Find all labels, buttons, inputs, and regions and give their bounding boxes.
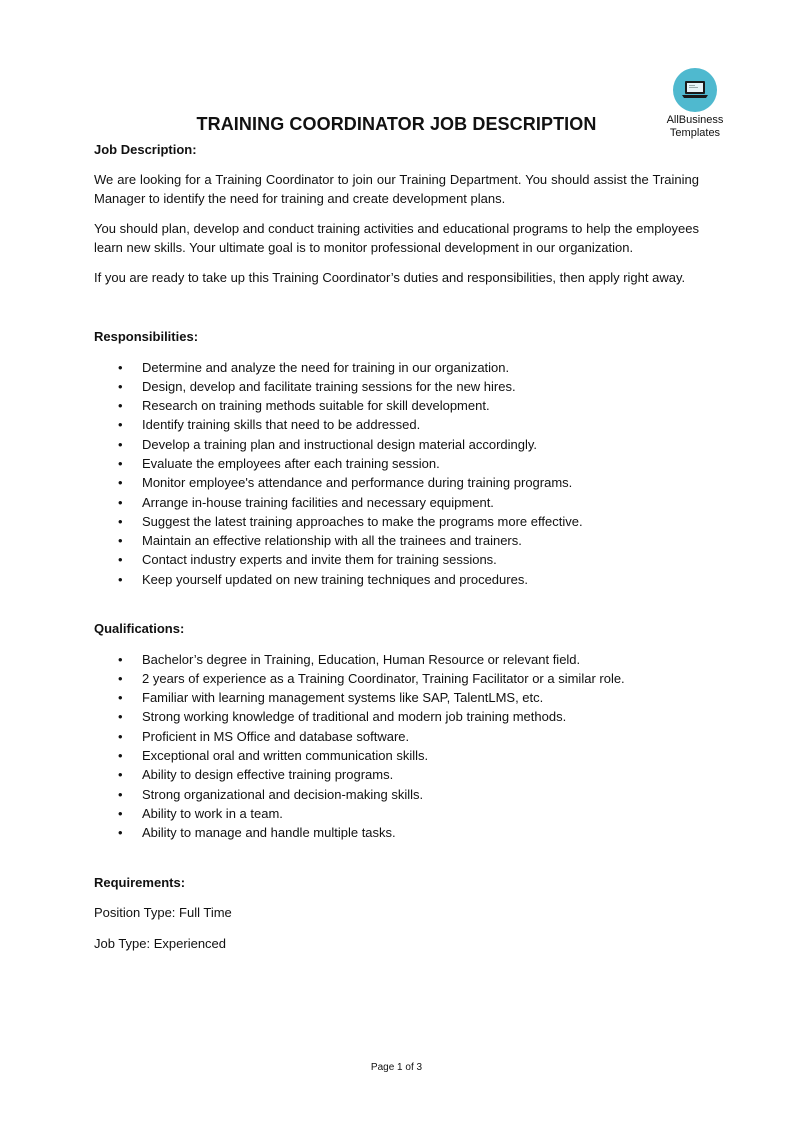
list-item: • Strong working knowledge of traditional and modern job training methods. xyxy=(118,709,567,725)
logo-line1: AllBusiness xyxy=(666,114,724,126)
job-description-heading: Job Description: xyxy=(94,142,197,157)
document-body xyxy=(94,140,699,953)
position-type: Position Type: Full Time xyxy=(94,905,232,921)
list-item: • Strong organizational and decision-making skills. xyxy=(118,786,424,802)
page-number: Page 1 of 3 xyxy=(370,1062,423,1073)
job-description-paragraph: You should plan, develop and conduct training activities and educational programs to help the employees learn new skills. Your ultimate goal is to monitor professional development in our organization. xyxy=(94,220,699,255)
list-item: • Contact industry experts and invite them for training sessions. xyxy=(118,552,497,568)
list-item: • Suggest the latest training approaches to make the programs more effective. xyxy=(118,513,583,529)
list-item: • Develop a training plan and instructional design material accordingly. xyxy=(118,436,538,452)
list-item: • Proficient in MS Office and database software. xyxy=(118,728,410,744)
list-item: • Monitor employee's attendance and performance during training programs. xyxy=(118,475,573,491)
list-item: • Bachelor’s degree in Training, Education, Human Resource or relevant field. xyxy=(118,651,581,667)
requirements-heading: Requirements: xyxy=(94,874,186,890)
list-item: • Identify training skills that need to be addressed. xyxy=(118,417,421,433)
job-description-paragraph: If you are ready to take up this Training Coordinator’s duties and responsibilities, then apply right away. xyxy=(94,269,686,285)
list-item: • Evaluate the employees after each training session. xyxy=(118,455,440,471)
qualifications-heading: Qualifications: xyxy=(94,621,185,637)
responsibilities-heading: Responsibilities: xyxy=(94,329,199,344)
list-item: • Exceptional oral and written communication skills. xyxy=(118,748,429,764)
list-item: • Familiar with learning management systems like SAP, TalentLMS, etc. xyxy=(118,690,544,706)
list-item: • Design, develop and facilitate training sessions for the new hires. xyxy=(118,378,516,394)
list-item: • Maintain an effective relationship with all the trainees and trainers. xyxy=(118,533,522,549)
responsibilities-list xyxy=(118,358,699,590)
list-item: • Determine and analyze the need for training in our organization. xyxy=(118,359,510,375)
list-item: • Research on training methods suitable for skill development. xyxy=(118,398,490,414)
page-title: TRAINING COORDINATOR JOB DESCRIPTION xyxy=(196,114,597,134)
job-description-paragraph: We are looking for a Training Coordinator to join our Training Department. You should assist the Training Manager to identify the need for training and create development plans. xyxy=(94,171,699,206)
list-item: • Keep yourself updated on new training techniques and procedures. xyxy=(118,571,528,587)
list-item: • Ability to manage and handle multiple tasks. xyxy=(118,825,396,841)
list-item: • Ability to design effective training programs. xyxy=(118,767,394,783)
laptop-icon xyxy=(673,68,717,112)
list-item: • 2 years of experience as a Training Coordinator, Training Facilitator or a similar role. xyxy=(118,670,625,686)
list-item: • Ability to work in a team. xyxy=(118,805,283,821)
job-type: Job Type: Experienced xyxy=(94,935,227,951)
qualifications-list xyxy=(118,650,699,843)
list-item: • Arrange in-house training facilities and necessary equipment. xyxy=(118,494,494,510)
logo-line2: Templates xyxy=(669,127,721,139)
